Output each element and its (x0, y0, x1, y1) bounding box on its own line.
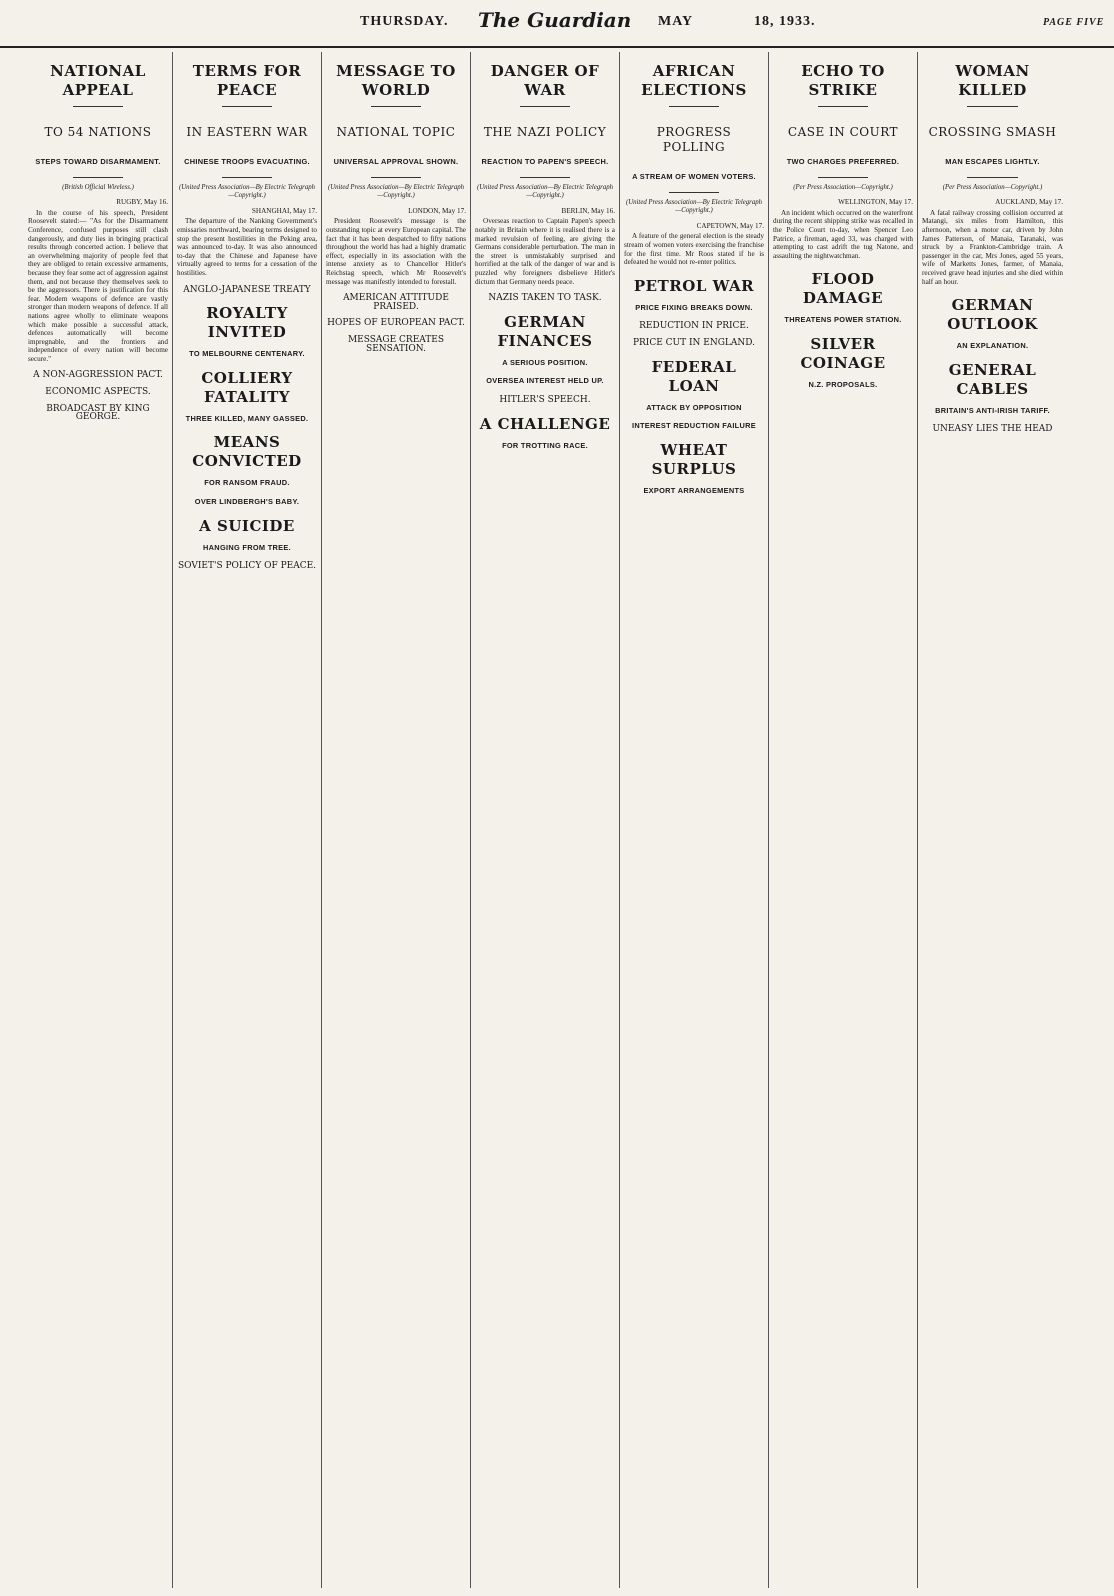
credit-line: (Per Press Association—Copyright.) (793, 183, 893, 191)
masthead-page-number: PAGE FIVE (1043, 17, 1105, 28)
subheadline: A STREAM OF WOMEN VOTERS. (632, 172, 756, 181)
section-head: UNEASY LIES THE HEAD (932, 424, 1053, 435)
masthead-day: THURSDAY. (360, 14, 449, 29)
dateline: LONDON, May 17. (408, 206, 466, 215)
headline: A CHALLENGE (479, 414, 611, 433)
section-head: AMERICAN ATTITUDE PRAISED. (343, 293, 449, 312)
dateline: SHANGHAI, May 17. (251, 206, 317, 215)
column-3 (322, 52, 471, 1588)
headline-secondary: CASE IN COURT (787, 125, 899, 139)
article-body: A fatal railway crossing collision occurred at Matangi, six miles from Hamilton, this afternoon, when a motor car, driven by John James Patterson, of Manaia, Taranaki, was struck by a Frankton-Cambridge train. A passenger in the car, Mrs Jones, aged 55 years, wife of Marketts Jones, farmer, of Manaia, received grave head injuries and she died within half an hour. (922, 208, 1063, 286)
section-head: HOPES OF EUROPEAN PACT. (327, 318, 465, 329)
headline: WOMAN KILLED (955, 62, 1030, 99)
subheadline: FOR TROTTING RACE. (502, 440, 588, 450)
masthead-date: 18, 1933. (754, 14, 816, 29)
headline: SILVER COINAGE (800, 334, 886, 372)
credit-line: (Per Press Association—Copyright.) (942, 183, 1043, 191)
headline: A SUICIDE (199, 516, 295, 535)
subheadline: UNIVERSAL APPROVAL SHOWN. (333, 157, 459, 166)
article-body: President Roosevelt's message is the outstanding topic at every European capital. The fact that it has been despatched to fifty nations throughout the world has had a highly dramatic effect, especially in its association with the intense anxiety as to Chancellor Hitler's Reichstag speech, which Mr Roosevelt's message was manifestly intended to forestall. (326, 217, 466, 286)
section-head: BROADCAST BY KING GEORGE. (46, 403, 150, 423)
subheadline: INTEREST REDUCTION FAILURE (632, 421, 756, 431)
credit-line: (United Press Association—By Electric Telegraph—Copyright.) (476, 183, 614, 200)
columns (24, 52, 1104, 1588)
subheadline: MAN ESCAPES LIGHTLY. (945, 157, 1040, 166)
section-head: SOVIET'S POLICY OF PEACE. (177, 561, 317, 572)
dateline: RUGBY, May 16. (116, 198, 168, 207)
credit-line: (United Press Association—By Electric Telegraph—Copyright.) (625, 198, 763, 215)
section-head: ECONOMIC ASPECTS. (45, 387, 151, 398)
subheadline: A SERIOUS POSITION. (502, 357, 588, 367)
article-body: A feature of the general election is the steady stream of women voters exercising the franchise for the first time. Mr Roos stated if he is defeated he would not re-enter politics. (624, 232, 764, 267)
headline: GENERAL CABLES (948, 360, 1037, 398)
subheadline: HANGING FROM TREE. (203, 542, 291, 552)
article-body: Overseas reaction to Captain Papen's speech notably in Britain where it is realised there is a marked revulsion of feeling, are giving the Germans considerable perturbation. The man in the street is unmistakably surprised and horrified at the talk of the danger of war and is puzzled why foreigners disbelieve Hitler's dictum that Germany needs peace. (475, 217, 615, 286)
headline-secondary: IN EASTERN WAR (186, 125, 308, 139)
column-5 (620, 52, 769, 1588)
article-body: The departure of the Nanking Government's emissaries northward, bearing terms designed to stop the present hostilities in the Peking area, was announced to-day. It was also announced to-day that the Chinese and Japanese have virtually agreed to terms for a cessation of the hostilities. (177, 217, 317, 277)
headline-secondary: THE NAZI POLICY (483, 125, 607, 139)
subheadline: BRITAIN'S ANTI-IRISH TARIFF. (935, 405, 1050, 415)
subheadline: OVER LINDBERGH'S BABY. (194, 496, 300, 506)
masthead (0, 0, 1114, 48)
article-body: An incident which occurred on the waterfront during the recent shipping strike was recalled in the Police Court to-day, when Spencer Leo Patrice, a fireman, aged 33, was charged with attempting to cast adrift the tug Natone, and assaulting the nightwatchman. (773, 208, 913, 260)
column-7 (918, 52, 1067, 1588)
subheadline: TWO CHARGES PREFERRED. (786, 157, 900, 166)
headline: FLOOD DAMAGE (802, 270, 884, 308)
subheadline: OVERSEA INTEREST HELD UP. (486, 376, 604, 386)
column-2 (173, 52, 322, 1588)
section-head: PRICE CUT IN ENGLAND. (632, 337, 756, 348)
headline: FEDERAL LOAN (651, 357, 737, 395)
headline: PETROL WAR (633, 276, 755, 295)
headline: GERMAN OUTLOOK (947, 296, 1038, 334)
headline: TERMS FOR PEACE (192, 62, 302, 99)
subheadline: REACTION TO PAPEN'S SPEECH. (481, 157, 609, 166)
headline: MESSAGE TO WORLD (336, 62, 456, 99)
dateline: AUCKLAND, May 17. (995, 198, 1063, 207)
headline: MEANS CONVICTED (192, 433, 302, 471)
subheadline: THREATENS POWER STATION. (784, 315, 902, 325)
headline: ROYALTY INVITED (206, 304, 288, 342)
section-head: MESSAGE CREATES SENSATION. (347, 334, 445, 354)
subheadline: N.Z. PROPOSALS. (808, 379, 878, 389)
column-1 (24, 52, 173, 1588)
headline: COLLIERY FATALITY (201, 368, 293, 406)
section-head: NAZIS TAKEN TO TASK. (488, 293, 602, 304)
headline-secondary: CROSSING SMASH (928, 125, 1057, 139)
masthead-month: MAY (658, 14, 694, 29)
subheadline: THREE KILLED, MANY GASSED. (185, 413, 309, 423)
headline-secondary: TO 54 NATIONS (44, 125, 152, 139)
article-body: In the course of his speech, President Roosevelt stated:— "As for the Disarmament Conference, confused purposes still clash dangerously, and duty lies in bringing practical results through concerted action. I believe that an overwhelming majority of people feel that they are obliged to retain excessive armaments, because they fear some act of aggression against them, and not because they themselves seek to be the aggressors. There is justification for this fear. Modern weapons of defence are vastly stronger than modern weapons of defence. If all nations agree wholly to eliminate weapons which make possible a successful attack, defences automatically will become impregnable, and the frontiers and independence of every nation will become secure." (28, 208, 168, 363)
headline-secondary: NATIONAL TOPIC (336, 125, 456, 139)
headline: NATIONAL APPEAL (50, 62, 146, 99)
column-4 (471, 52, 620, 1588)
subheadline: STEPS TOWARD DISARMAMENT. (35, 157, 161, 166)
subheadline: EXPORT ARRANGEMENTS (643, 485, 745, 495)
section-head: A NON-AGGRESSION PACT. (33, 370, 163, 381)
subheadline: PRICE FIXING BREAKS DOWN. (635, 302, 753, 312)
credit-line: (United Press Association—By Electric Telegraph—Copyright.) (327, 183, 465, 200)
section-head: ANGLO-JAPANESE TREATY (183, 284, 311, 295)
headline-secondary: PROGRESS POLLING (656, 125, 732, 154)
headline: WHEAT SURPLUS (651, 440, 737, 478)
subheadline: TO MELBOURNE CENTENARY. (189, 349, 305, 359)
section-head: HITLER'S SPEECH. (499, 394, 591, 405)
dateline: CAPETOWN, May 17. (696, 221, 764, 230)
headline: GERMAN FINANCES (497, 312, 593, 350)
headline: DANGER OF WAR (490, 62, 600, 99)
subheadline: ATTACK BY OPPOSITION (646, 402, 742, 412)
column-6 (769, 52, 918, 1588)
subheadline: FOR RANSOM FRAUD. (204, 478, 290, 488)
dateline: BERLIN, May 16. (561, 206, 615, 215)
credit-line: (British Official Wireless.) (62, 183, 134, 191)
subheadline: AN EXPLANATION. (956, 341, 1029, 351)
credit-line: (United Press Association—By Electric Telegraph—Copyright.) (178, 183, 316, 200)
section-head: REDUCTION IN PRICE. (639, 321, 749, 332)
headline: AFRICAN ELECTIONS (641, 62, 747, 99)
dateline: WELLINGTON, May 17. (838, 198, 913, 207)
masthead-paper-name: The Guardian (478, 8, 632, 32)
headline: ECHO TO STRIKE (801, 62, 885, 99)
subheadline: CHINESE TROOPS EVACUATING. (184, 157, 310, 166)
